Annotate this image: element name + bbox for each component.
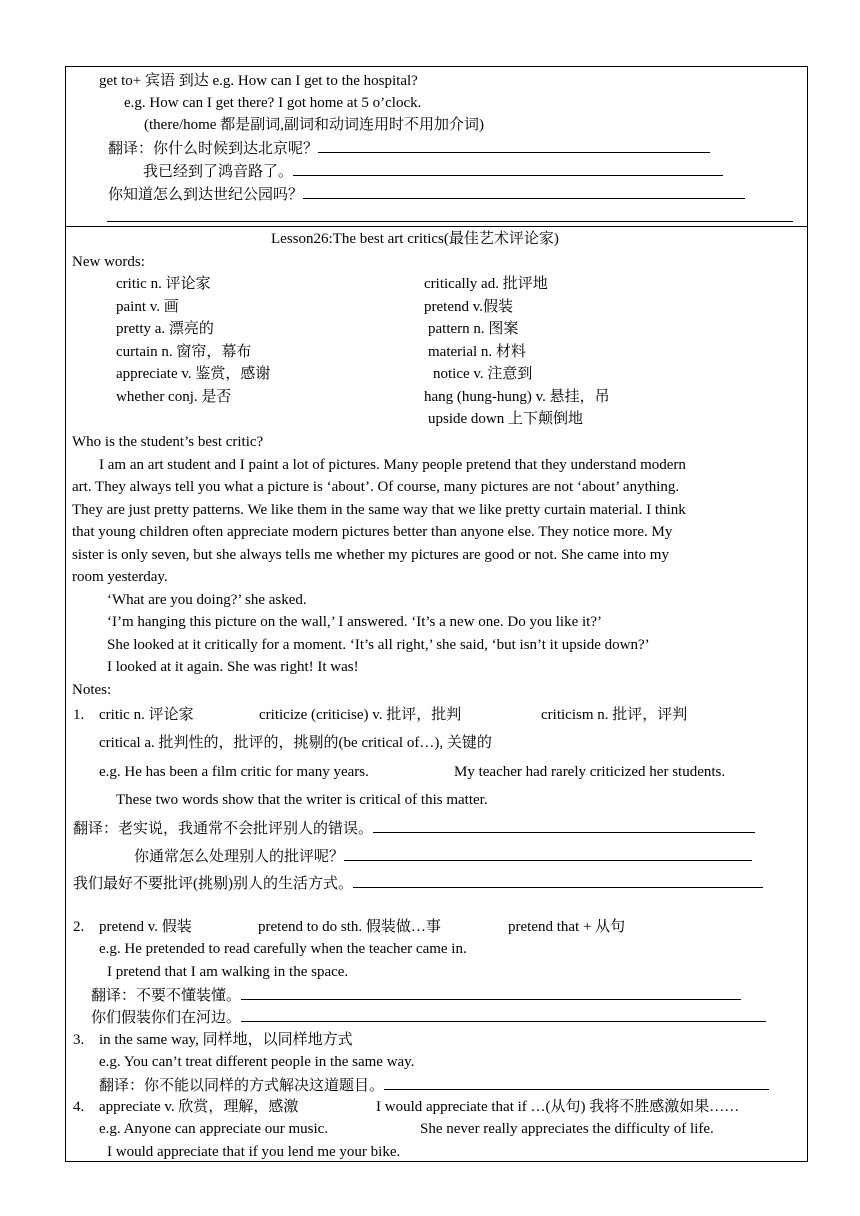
example-sentence: e.g. He pretended to read carefully when the teacher came in. <box>99 941 467 957</box>
note-item: critic n. 评论家 <box>99 707 194 723</box>
word-item: notice v. 注意到 <box>433 366 533 382</box>
passage-line: I am an art student and I paint a lot of pictures. Many people pretend that they understand modern <box>99 457 686 473</box>
note-item: appreciate v. 欣赏，理解，感激 <box>99 1099 299 1115</box>
new-words-label: New words: <box>72 254 145 270</box>
note-item: pretend v. 假装 <box>99 919 192 935</box>
translate-item: 翻译：不要不懂装懂。 <box>91 986 741 1005</box>
word-item: upside down 上下颠倒地 <box>428 411 583 427</box>
note-item: in the same way, 同样地，以同样地方式 <box>99 1032 353 1048</box>
answer-blank[interactable] <box>241 1008 766 1022</box>
get-to-rule: get to+ 宾语 到达 e.g. How can I get to the hospital? <box>99 73 418 89</box>
word-item: paint v. 画 <box>116 299 179 315</box>
lesson-title: Lesson26:The best art critics(最佳艺术评论家) <box>271 231 559 247</box>
note-item: I would appreciate that if …(从句) 我将不胜感激如果…… <box>376 1099 740 1115</box>
word-item: appreciate v. 鉴赏，感谢 <box>116 366 271 382</box>
translate-item: 你们假装你们在河边。 <box>91 1008 766 1027</box>
passage-line: sister is only seven, but she always tells me whether my pictures are good or not. She came into my <box>72 547 669 563</box>
note-number: 4. <box>73 1099 85 1115</box>
word-item: critically ad. 批评地 <box>424 276 548 292</box>
example-sentence: e.g. You can’t treat different people in the same way. <box>99 1054 415 1070</box>
note-item: criticism n. 批评，评判 <box>541 707 688 723</box>
answer-blank[interactable] <box>293 162 723 176</box>
dialogue-line: ‘I’m hanging this picture on the wall,’ I answered. ‘It’s a new one. Do you like it?’ <box>107 614 602 630</box>
answer-blank[interactable] <box>303 185 745 199</box>
translate-item: 翻译：老实说，我通常不会批评别人的错误。 <box>73 819 755 838</box>
example-sentence: I pretend that I am walking in the space. <box>107 964 349 980</box>
word-item: pretend v.假装 <box>424 299 514 315</box>
passage-line: room yesterday. <box>72 569 168 585</box>
example-sentence: These two words show that the writer is critical of this matter. <box>116 792 488 808</box>
word-item: whether conj. 是否 <box>116 389 232 405</box>
note-number: 1. <box>73 707 85 723</box>
word-item: hang (hung-hung) v. 悬挂，吊 <box>424 389 610 405</box>
word-item: pretty a. 漂亮的 <box>116 321 214 337</box>
note-item: pretend that + 从句 <box>508 919 626 935</box>
example-sentence: e.g. He has been a film critic for many years. <box>99 764 369 780</box>
note-number: 3. <box>73 1032 85 1048</box>
note-item: critical a. 批判性的，批评的，挑剔的(be critical of…), 关键的 <box>99 735 492 751</box>
translate-century-park: 你知道怎么到达世纪公园吗？ <box>108 185 745 204</box>
passage-line: that young children often appreciate modern pictures better than anyone else. They notice more. My <box>72 524 673 540</box>
translate-beijing: 翻译：你什么时候到达北京呢？ <box>108 139 710 158</box>
answer-blank[interactable] <box>353 874 763 888</box>
dialogue-line: She looked at it critically for a moment. ‘It’s all right,’ she said, ‘but isn’t it upside down?’ <box>107 637 650 653</box>
passage-line: They are just pretty patterns. We like them in the same way that we like pretty curtain material. I think <box>72 502 686 518</box>
note-item: pretend to do sth. 假装做…事 <box>258 919 441 935</box>
answer-blank[interactable] <box>384 1076 769 1090</box>
dialogue-line: ‘What are you doing?’ she asked. <box>107 592 307 608</box>
section-divider <box>65 226 808 227</box>
get-there-example: e.g. How can I get there? I got home at 5 o’clock. <box>124 95 422 111</box>
answer-line[interactable] <box>107 221 793 222</box>
example-sentence: She never really appreciates the difficulty of life. <box>420 1121 714 1137</box>
passage-line: art. They always tell you what a picture is ‘about’. Of course, many pictures are not ‘about’ anything. <box>72 479 680 495</box>
dialogue-line: I looked at it again. She was right! It was! <box>107 659 359 675</box>
notes-label: Notes: <box>72 682 112 698</box>
answer-blank[interactable] <box>318 139 710 153</box>
answer-blank[interactable] <box>344 847 752 861</box>
translate-item: 我们最好不要批评(挑剔)别人的生活方式。 <box>73 874 763 893</box>
adverb-note: (there/home 都是副词,副词和动词连用时不用加介词) <box>144 117 484 133</box>
passage-question: Who is the student’s best critic? <box>72 434 264 450</box>
translate-hongyin: 我已经到了鸿音路了。 <box>143 162 723 181</box>
answer-blank[interactable] <box>373 819 755 833</box>
example-sentence: I would appreciate that if you lend me your bike. <box>107 1144 401 1160</box>
example-sentence: My teacher had rarely criticized her students. <box>454 764 726 780</box>
translate-item: 你通常怎么处理别人的批评呢？ <box>134 847 752 866</box>
word-item: critic n. 评论家 <box>116 276 211 292</box>
answer-blank[interactable] <box>241 986 741 1000</box>
word-item: pattern n. 图案 <box>428 321 519 337</box>
note-item: criticize (criticise) v. 批评，批判 <box>259 707 462 723</box>
word-item: material n. 材料 <box>428 344 526 360</box>
translate-item: 翻译：你不能以同样的方式解决这道题目。 <box>99 1076 769 1095</box>
note-number: 2. <box>73 919 85 935</box>
word-item: curtain n. 窗帘，幕布 <box>116 344 252 360</box>
example-sentence: e.g. Anyone can appreciate our music. <box>99 1121 329 1137</box>
